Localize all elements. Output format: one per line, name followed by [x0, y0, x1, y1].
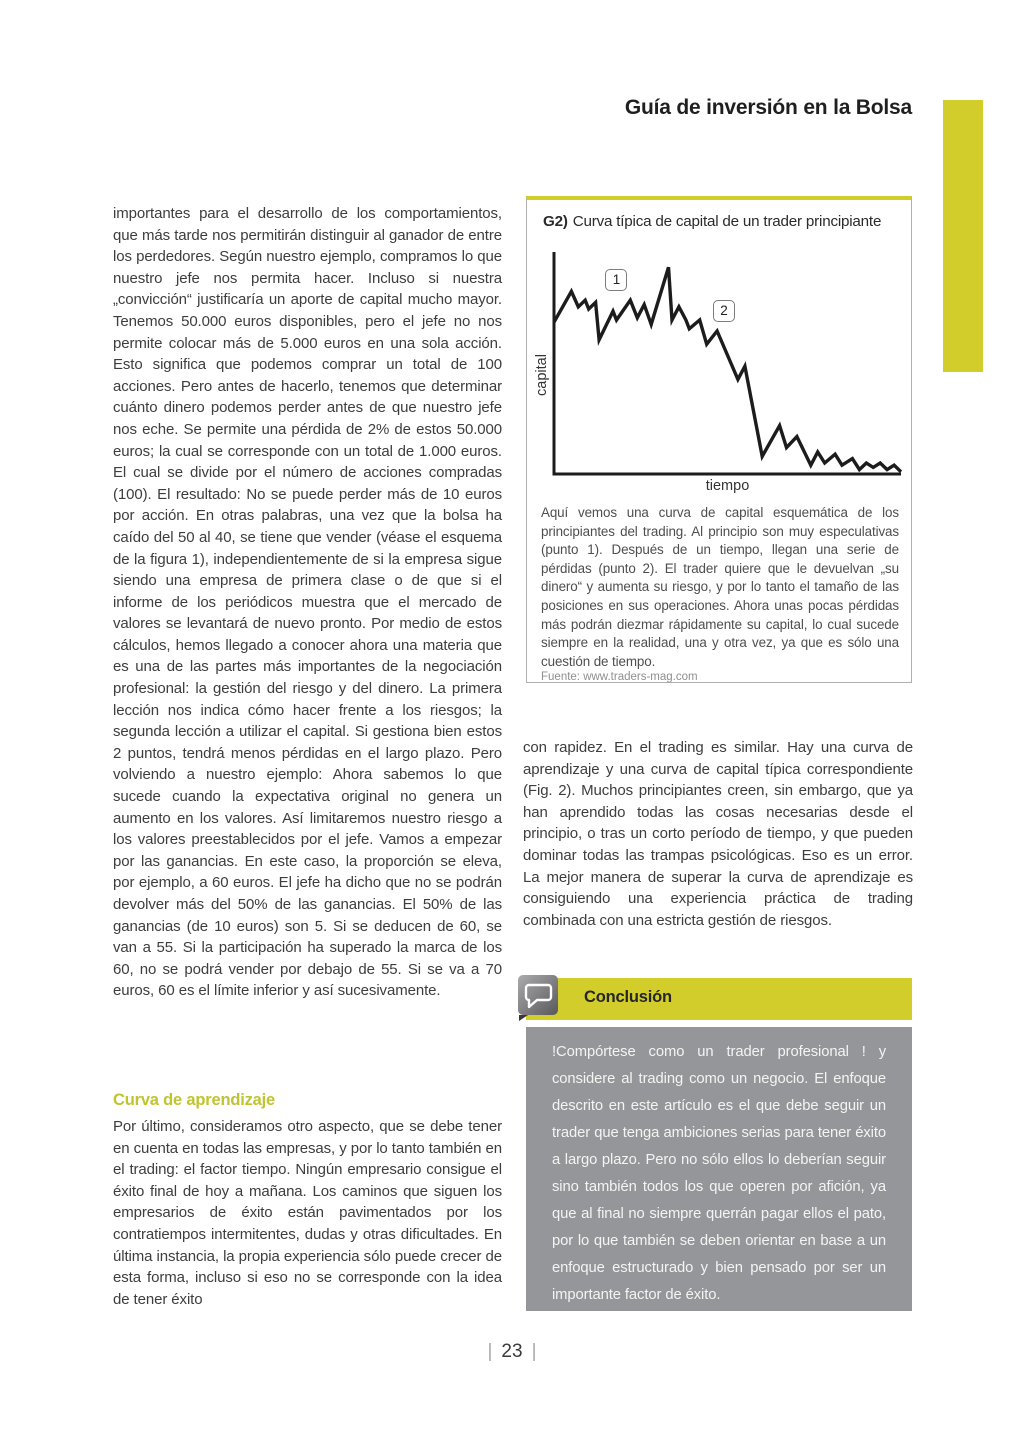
body-paragraph-1: importantes para el desarrollo de los comportamientos, que más tarde nos permitirán distinguir al ganador de entre los perdedores. Según nuestro ejemplo, compramos lo que nuestro jefe nos permita hacer. Incluso si nuestra „convicción“ justificaría un aporte de capital mucho mayor. Tenemos 50.000 euros disponibles, pero el jefe no nos permite colocar más de 5.000 euros en una sola acción. Esto significa que podemos comprar un total de 100 acciones. Pero antes de hacerlo, tenemos que determinar cuánto dinero podemos perder antes de que nuestro jefe nos eche. Se permite una pérdida de 2% de estos 50.000 euros; la cual se corresponde con un total de 1.000 euros. El cual se divide por el número de acciones compradas (100). El resultado: No se puede perder más de 10 euros por acción. En otras palabras, una vez que la bolsa ha caído del 50 al 40, se tiene que vender (véase el esquema de la figura 1), independientemente de si la empresa sigue siendo una empresa de primera clase o de que si el informe de los periódicos muestra que el mercado de valores se levantará de nuevo pronto. Por medio de estos cálculos, hemos llegado a conocer ahora una materia que es una de las partes más importantes de la negociación profesional: la gestión del riesgo y del dinero. La primera lección nos indica cómo hacer frente a los riesgos; la segunda lección a utilizar el capital. Si gestiona bien estos 2 puntos, tendrá menos pérdidas en el largo plazo. Pero volviendo a nuestro ejemplo: Ahora sabemos lo que sucede cuando la expectativa original no genera un aumento en los valores. Así limitaremos nuestro riesgo a los valores preestablecidos por el jefe. Vamos a empezar por las ganancias. En este caso, la proporción se eleva, por ejemplo, a 60 euros. El jefe ha dicho que no se podrán devolver más del 50% de las ganancias. El 50% de las ganancias (de 10 euros) son 5. Si se deducen de 60, se van a 55. Si la participación ha superado la marca de los 60, no se podrá vender por debajo de 55. Si se va a 70 euros, 60 es el límite inferior y así sucesivamente.: [113, 205, 502, 1000]
footer-separator-right: |: [531, 1341, 537, 1362]
conclusion-title: Conclusión: [584, 988, 672, 1006]
capital-curve-line: [554, 267, 901, 472]
figure-caption: Aquí vemos una curva de capital esquemática de los principiantes del trading. Al principio son muy especulativas (punto 1). Después de un tiempo, llegan una serie de pérdidas (punto 2). El trader quiere que le devuelvan „su dinero“ y aumenta su riesgo, y por lo tanto el tamaño de las posiciones en sus operaciones. Ahora unas pocas pérdidas más podrán diezmar rápidamente su capital, lo cual sucede siempre en la realidad, una y otra vez, ya que es sólo una cuestión de tiempo.: [541, 505, 899, 669]
body-paragraph-3: con rapidez. En el trading es similar. Hay una curva de aprendizaje y una curva de capital típica correspondiente (Fig. 2). Muchos principiantes creen, sin embargo, que ya han aprendido todas las cosas necesarias desde el principio, o tras un corto período de tiempo, y que pueden dominar todas las trampas psicológicas. Eso es un error. La mejor manera de superar la curva de aprendizaje es consiguiendo una experiencia práctica de trading combinada con una estricta gestión de riesgos.: [523, 739, 913, 929]
conclusion-box: [526, 1027, 912, 1311]
figure-title: [543, 213, 899, 230]
figure-source: Fuente: www.traders-mag.com: [541, 671, 698, 683]
figure-label: G2): [543, 213, 568, 230]
chart-annotation-2: 2: [713, 300, 735, 322]
conclusion-header: [526, 978, 912, 1020]
capital-curve-svg: [527, 240, 911, 490]
accent-side-bar: [943, 100, 983, 372]
body-paragraph-2: Por último, consideramos otro aspecto, que se debe tener en cuenta en todas las empresas, y por lo tanto también en el trading: el factor tiempo. Ningún empresario consigue el éxito final de hoy a mañana. Los caminos que siguen los empresarios de éxito están pavimentados por los contratiempos intermitentes, dudas y otras dificultades. En última instancia, la propia experiencia sólo puede crecer de esta forma, incluso si eso no se corresponde con la idea de tener éxito: [113, 1118, 502, 1308]
figure-title-text: Curva típica de capital de un trader principiante: [572, 213, 882, 230]
page-title: Guía de inversión en la Bolsa: [624, 96, 912, 119]
x-axis-label: tiempo: [705, 478, 750, 494]
conclusion-body: !Compórtese como un trader profesional ! y considere al trading como un negocio. El enfoque descrito en este artículo es el que debe seguir un trader que tenga ambiciones serias para tener éxito a largo plazo. Pero no sólo ellos lo deberían seguir sino también todos los que operen por afición, ya que al final no siempre querrán pagar ellos el pato, por lo que también se deben orientar en base a un enfoque estructurado y bien pensado por ser un importante factor de éxito.: [552, 1044, 886, 1303]
speech-bubble-icon: [516, 973, 560, 1023]
figure-g2: [526, 196, 912, 683]
footer-page-number: 23: [501, 1341, 523, 1362]
y-axis-label: capital: [534, 354, 550, 396]
page-number: [0, 1341, 1024, 1363]
section-subheading: Curva de aprendizaje: [113, 1091, 275, 1109]
footer-separator-left: |: [487, 1341, 493, 1362]
capital-curve-chart: [527, 240, 911, 490]
chart-annotation-1: 1: [605, 269, 627, 291]
